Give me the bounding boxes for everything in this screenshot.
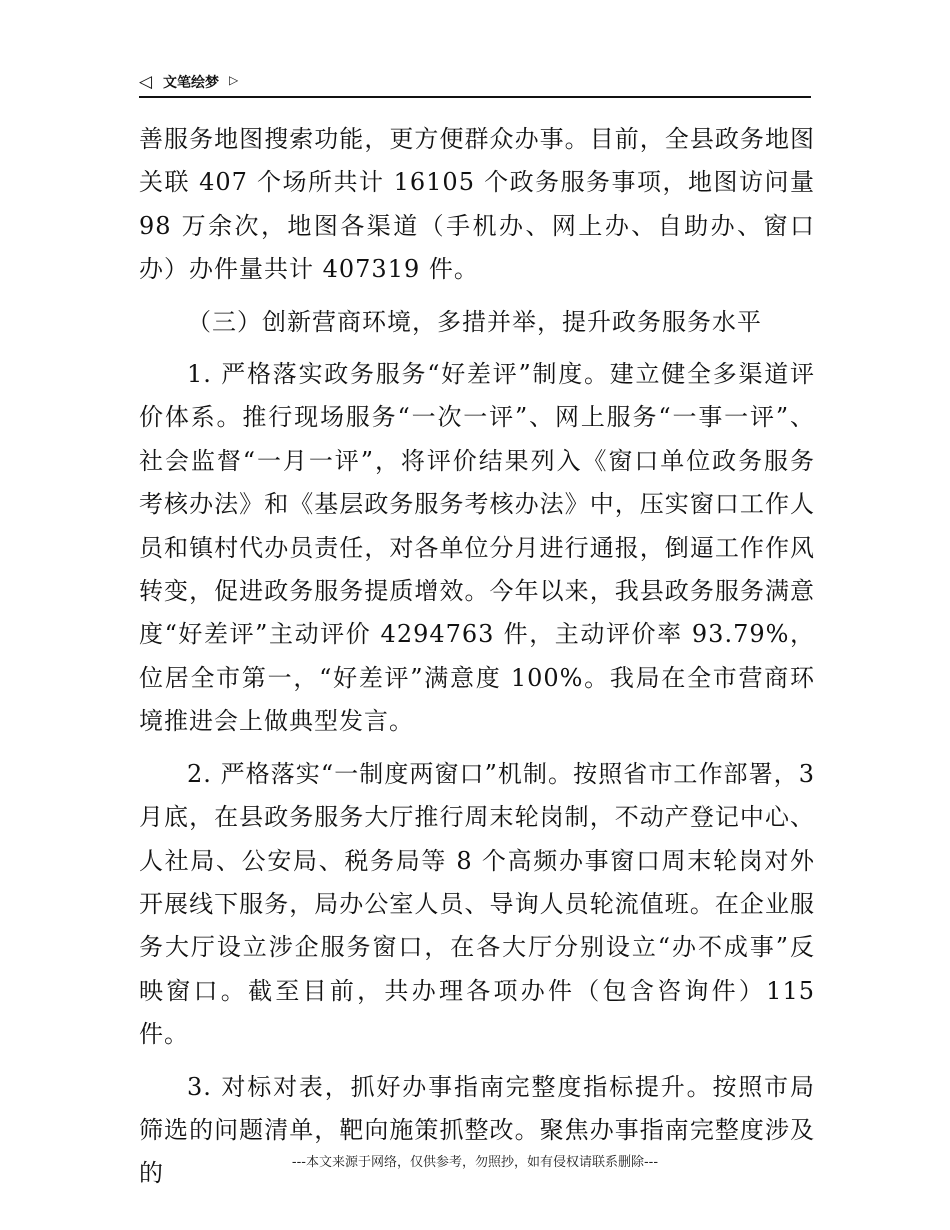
paragraph-item-1: 1. 严格落实政务服务“好差评”制度。建立健全多渠道评价体系。推行现场服务“一次一评”、网上服务“一事一评”、社会监督“一月一评”，将评价结果列入《窗口单位政务服务考核办法》和《基层政务服务考核办法》中，压实窗口工作人员和镇村代办员责任，对各单位分月进行通报，倒逼工作作风转变，促进政务服务提质增效。今年以来，我县政务服务满意度“好差评”主动评价 4294763 件，主动评价率 93.79%，位居全市第一，“好差评”满意度 100%。我局在全市营商环境推进会上做典型发言。 <box>139 360 815 736</box>
paragraph-item-3: 3. 对标对表，抓好办事指南完整度指标提升。按照市局筛选的问题清单，靶向施策抓整改。聚焦办事指南完整度涉及的 <box>139 1072 815 1188</box>
page-header <box>139 70 811 98</box>
triangle-right-icon: ▷ <box>229 73 239 87</box>
document-body <box>139 118 815 1196</box>
section-heading: （三）创新营商环境，多措并举，提升政务服务水平 <box>187 307 762 336</box>
paragraph-item-2: 2. 严格落实“一制度两窗口”机制。按照省市工作部署，3 月底，在县政务服务大厅推行周末轮岗制，不动产登记中心、人社局、公安局、税务局等 8 个高频办事窗口周末轮岗对外开展线下服务，局办公室人员、导询人员轮流值班。在企业服务大厅设立涉企服务窗口，在各大厅分别设立“办不成事”反映窗口。截至目前，共办理各项办件（包含咨询件）115 件。 <box>139 759 815 1049</box>
triangle-left-icon: ◁ <box>139 72 153 92</box>
footer-disclaimer: ---本文来源于网络，仅供参考，勿照抄，如有侵权请联系删除--- <box>291 1155 659 1170</box>
header-brand: 文笔绘梦 <box>163 75 219 91</box>
paragraph-continued: 善服务地图搜索功能，更方便群众办事。目前，全县政务地图关联 407 个场所共计 16105 个政务服务事项，地图访问量 98 万余次，地图各渠道（手机办、网上办、自助办、窗口办）办件量共计 407319 件。 <box>139 125 815 284</box>
